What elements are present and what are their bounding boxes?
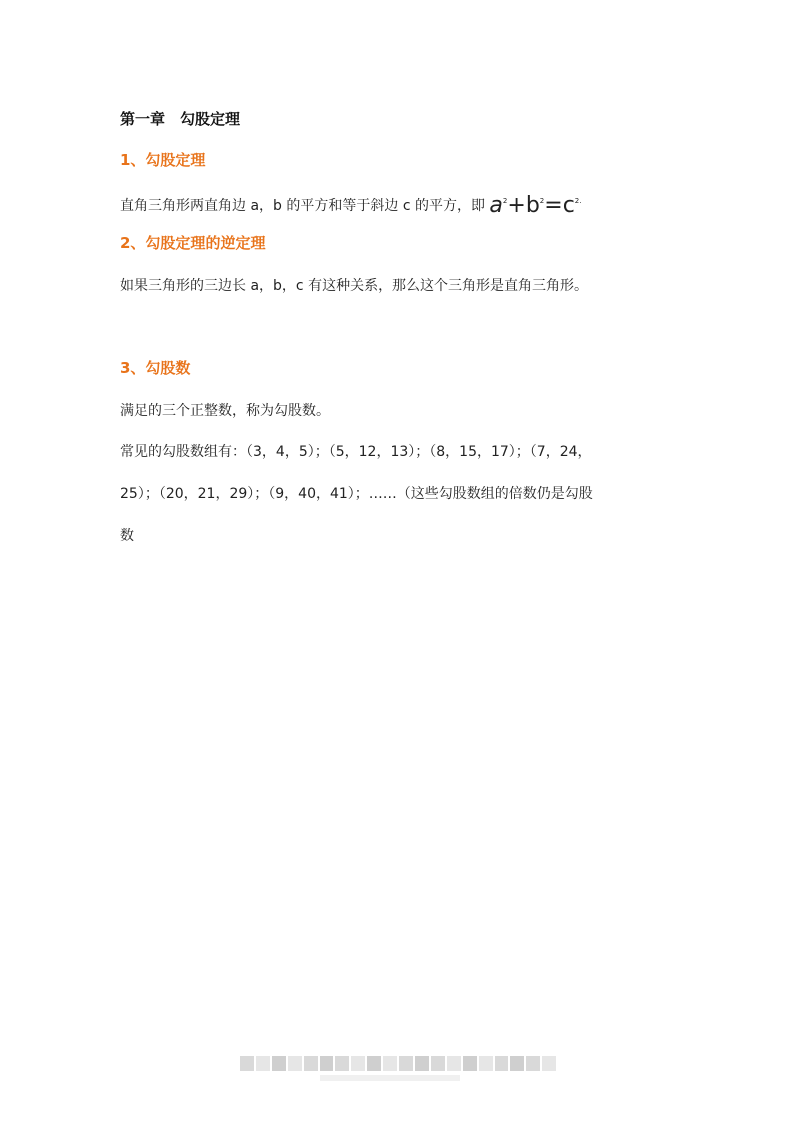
formula-a: a — [489, 193, 503, 218]
section-heading-pythagorean-theorem: 1、勾股定理 — [120, 151, 206, 169]
formula-equals: = — [544, 193, 563, 218]
formula-plus: + — [507, 193, 526, 218]
formula-b: b — [525, 193, 540, 218]
converse-statement: 如果三角形的三边长 a，b，c 有这种关系，那么这个三角形是直角三角形。 — [120, 278, 589, 294]
pythagorean-formula — [489, 193, 582, 218]
theorem-text: 直角三角形两直角边 a，b 的平方和等于斜边 c 的平方，即 — [120, 198, 490, 214]
section-heading-converse-theorem: 2、勾股定理的逆定理 — [120, 234, 266, 252]
triples-definition: 满足的三个正整数，称为勾股数。 — [120, 403, 330, 419]
triples-list-line-2: 25）；（20，21，29）；（9，40，41）；……（这些勾股数组的倍数仍是勾股 — [120, 486, 593, 502]
formula-c: c — [562, 193, 575, 218]
formula-a-exponent: 2 — [502, 197, 508, 205]
triples-list-line-1: 常见的勾股数组有：（3，4，5）；（5，12，13）；（8，15，17）；（7，24， — [120, 444, 592, 460]
formula-b-exponent: 2 — [539, 197, 545, 205]
chapter-title: 第一章 勾股定理 — [120, 110, 241, 128]
theorem-statement — [120, 193, 680, 218]
section-heading-pythagorean-triples: 3、勾股数 — [120, 359, 191, 377]
formula-end: . — [579, 197, 582, 205]
blurred-footer — [240, 1056, 556, 1071]
blurred-footer-shadow — [320, 1075, 460, 1081]
triples-list-line-3: 数 — [120, 528, 134, 544]
formula-c-exponent: 2 — [574, 197, 580, 205]
